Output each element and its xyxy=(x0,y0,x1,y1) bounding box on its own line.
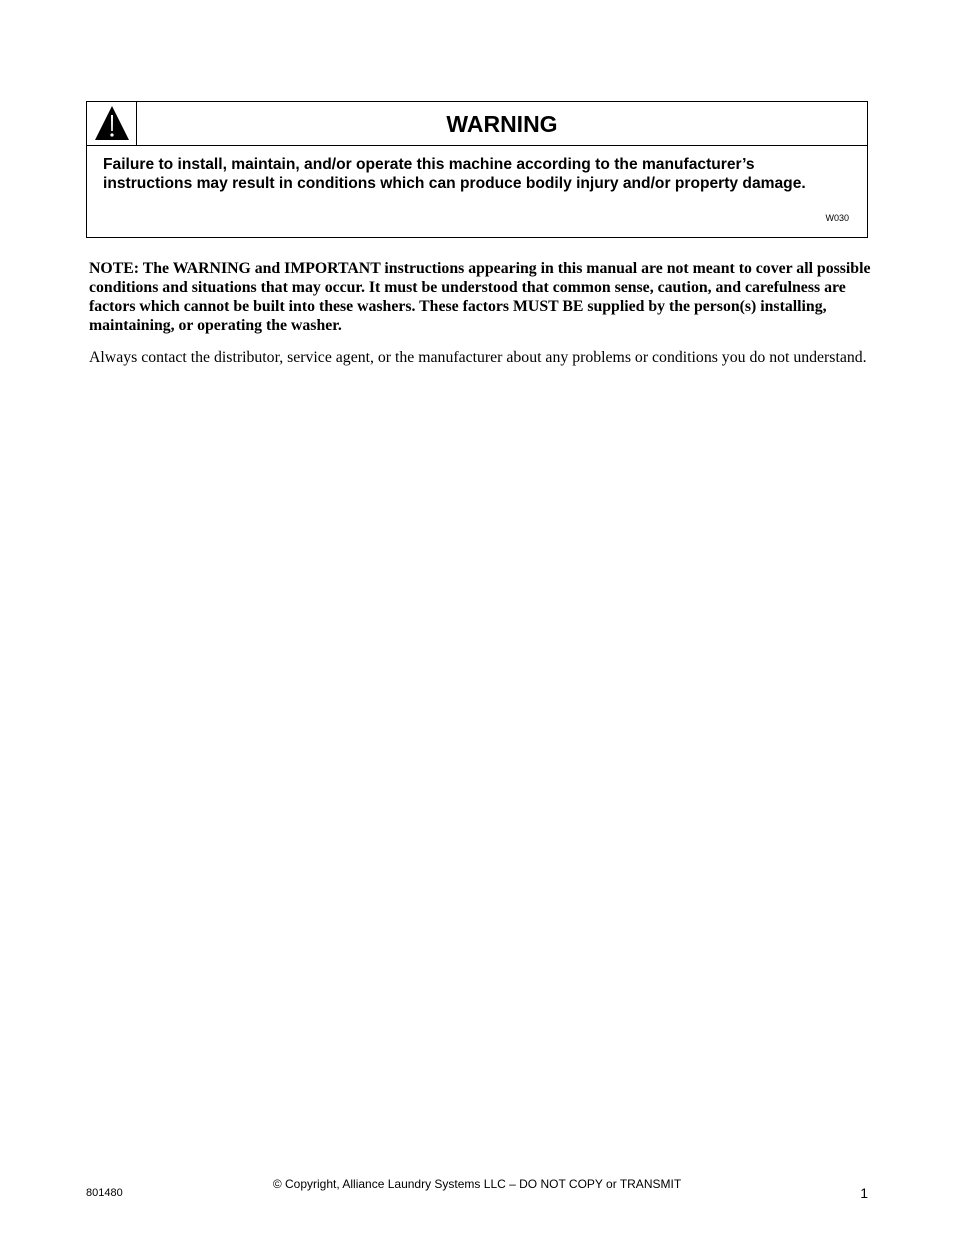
warning-message: Failure to install, maintain, and/or operate this machine according to the manufacturer’s instructions may result in conditions which can produce bodily injury and/or property damage. xyxy=(103,156,806,192)
footer-page-number: 1 xyxy=(860,1185,868,1201)
warning-icon-cell xyxy=(87,102,137,145)
warning-triangle-icon xyxy=(94,105,130,141)
warning-header xyxy=(87,102,867,146)
footer-copyright: © Copyright, Alliance Laundry Systems LLC – DO NOT COPY or TRANSMIT xyxy=(272,1177,682,1191)
footer-doc-number: 801480 xyxy=(86,1187,123,1199)
warning-code: W030 xyxy=(825,213,849,223)
warning-box xyxy=(86,101,868,238)
contact-paragraph: Always contact the distributor, service agent, or the manufacturer about any problems or conditions you do not understand. xyxy=(89,349,867,366)
note-paragraph: NOTE: The WARNING and IMPORTANT instructions appearing in this manual are not meant to cover all possible conditions and situations that may occur. It must be understood that common sense, caution, and carefulness are factors which cannot be built into these washers. These factors MUST BE supplied by the person(s) installing, maintaining, or operating the washer. xyxy=(89,260,871,334)
warning-title: WARNING xyxy=(446,111,558,137)
